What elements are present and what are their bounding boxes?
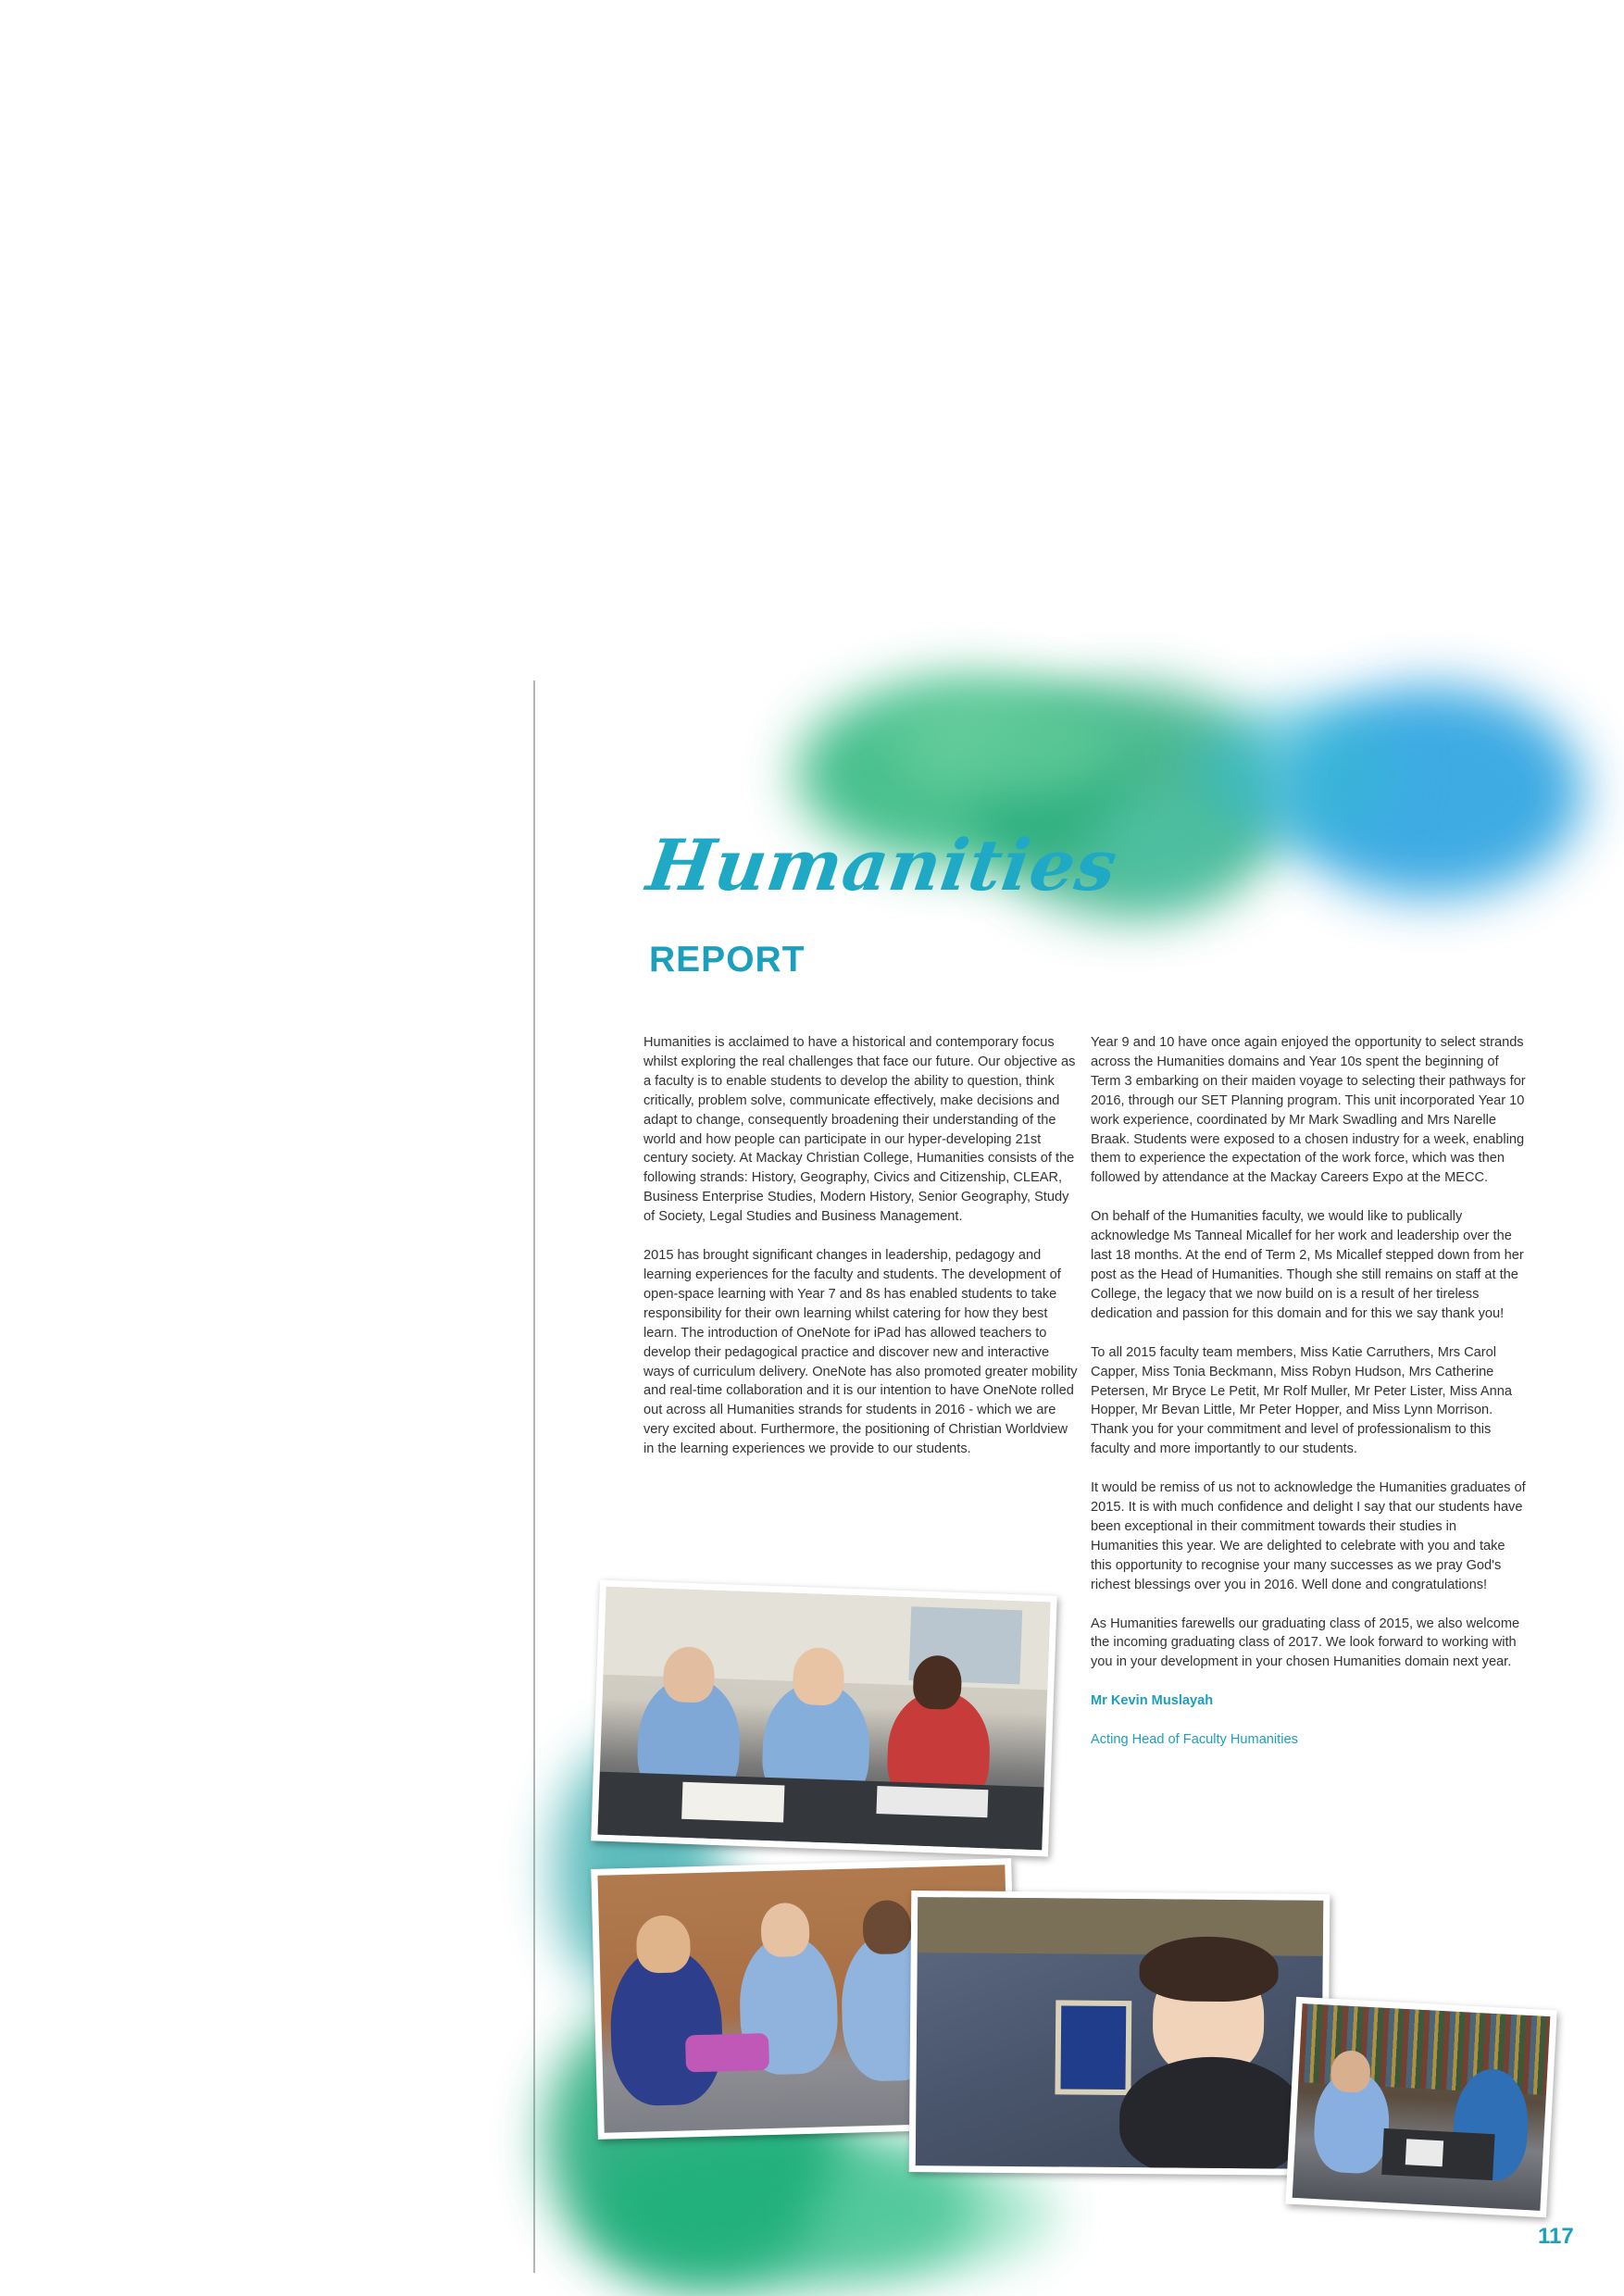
body-paragraph: Year 9 and 10 have once again enjoyed the opportunity to select strands across the Humanities domains and Year 10s spent the beginning of Term 3 embarking on their maiden voyage to selecting their pathways for 2016, through our SET Planning program. This unit incorporated Year 10 work experience, coordinated by Mr Mark Swadling and Mrs Narelle Braak. Students were exposed to a chosen industry for a week, enabling them to experience the expectation of the work force, which was then followed by attendance at the Mackay Careers Expo at the MECC. bbox=[1091, 1035, 1526, 1186]
photo-students-at-table bbox=[591, 1579, 1057, 1856]
right-text-column bbox=[1091, 1033, 1526, 1769]
body-paragraph: 2015 has brought significant changes in leadership, pedagogy and learning experiences for the faculty and students. The development of open-space learning with Year 7 and 8s has enabled students to take responsibility for their own learning whilst catering for how they best learn. The introduction of OneNote for iPad has allowed teachers to develop their pedagogical practice and discover new and interactive ways of curriculum delivery. OneNote has also promoted greater mobility and real-time collaboration and it is our intention to have OneNote rolled out across all Humanities strands for students in 2016 - which we are very excited about. Furthermore, the positioning of Christian Worldview in the learning experiences we provide to our students. bbox=[643, 1248, 1078, 1457]
signature-name: Mr Kevin Muslayah bbox=[1091, 1693, 1214, 1709]
body-paragraph: Humanities is acclaimed to have a historical and contemporary focus whilst exploring the real challenges that face our future. Our objective as a faculty is to enable students to develop the ability to question, think critically, problem solve, communicate effectively, make decisions and adapt to change, consequently broadening their understanding of the world and how people can participate in our hyper-developing 21st century society. At Mackay Christian College, Humanities consists of the following strands: History, Geography, Civics and Citizenship, CLEAR, Business Enterprise Studies, Modern History, Senior Geography, Study of Society, Legal Studies and Business Management. bbox=[643, 1035, 1076, 1225]
photo-students-in-library bbox=[1285, 1997, 1556, 2217]
body-paragraph: To all 2015 faculty team members, Miss Katie Carruthers, Mrs Carol Capper, Miss Tonia Beckmann, Miss Robyn Hudson, Mrs Catherine Petersen, Mr Bryce Le Petit, Mr Rolf Muller, Mr Peter Lister, Miss Anna Hopper, Mr Bevan Little, Mr Peter Hopper, and Miss Lynn Morrison. Thank you for your commitment and level of professionalism to this faculty and more importantly to our students. bbox=[1091, 1344, 1512, 1457]
body-paragraph: On behalf of the Humanities faculty, we would like to publically acknowledge Ms Tanneal Micallef for her work and leadership over the last 18 months. At the end of Term 2, Ms Micallef stepped down from her post as the Head of Humanities. Though she still remains on staff at the College, the legacy that we now build on is a result of her tireless dedication and passion for this domain and for this we say thank you! bbox=[1091, 1209, 1524, 1321]
photo-student-with-ipad bbox=[909, 1890, 1330, 2176]
page-title: Humanities bbox=[642, 824, 1123, 906]
page-subtitle: REPORT bbox=[649, 940, 806, 980]
body-paragraph: As Humanities farewells our graduating class of 2015, we also welcome the incoming graduating class of 2017. We look forward to working with you in your development in your chosen Humanities domain next year. bbox=[1091, 1616, 1520, 1670]
page-binding-line bbox=[533, 680, 535, 2273]
left-text-column bbox=[643, 1033, 1079, 1479]
signature-title: Acting Head of Faculty Humanities bbox=[1091, 1732, 1298, 1748]
page-number: 117 bbox=[1538, 2224, 1574, 2249]
body-paragraph: It would be remiss of us not to acknowledge the Humanities graduates of 2015. It is with much confidence and delight I say that our students have been exceptional in their commitment towards their studies in Humanities this year. We are delighted to celebrate with you and take this opportunity to recognise your many successes as we pray God's richest blessings over you in 2016. Well done and congratulations! bbox=[1091, 1480, 1526, 1592]
